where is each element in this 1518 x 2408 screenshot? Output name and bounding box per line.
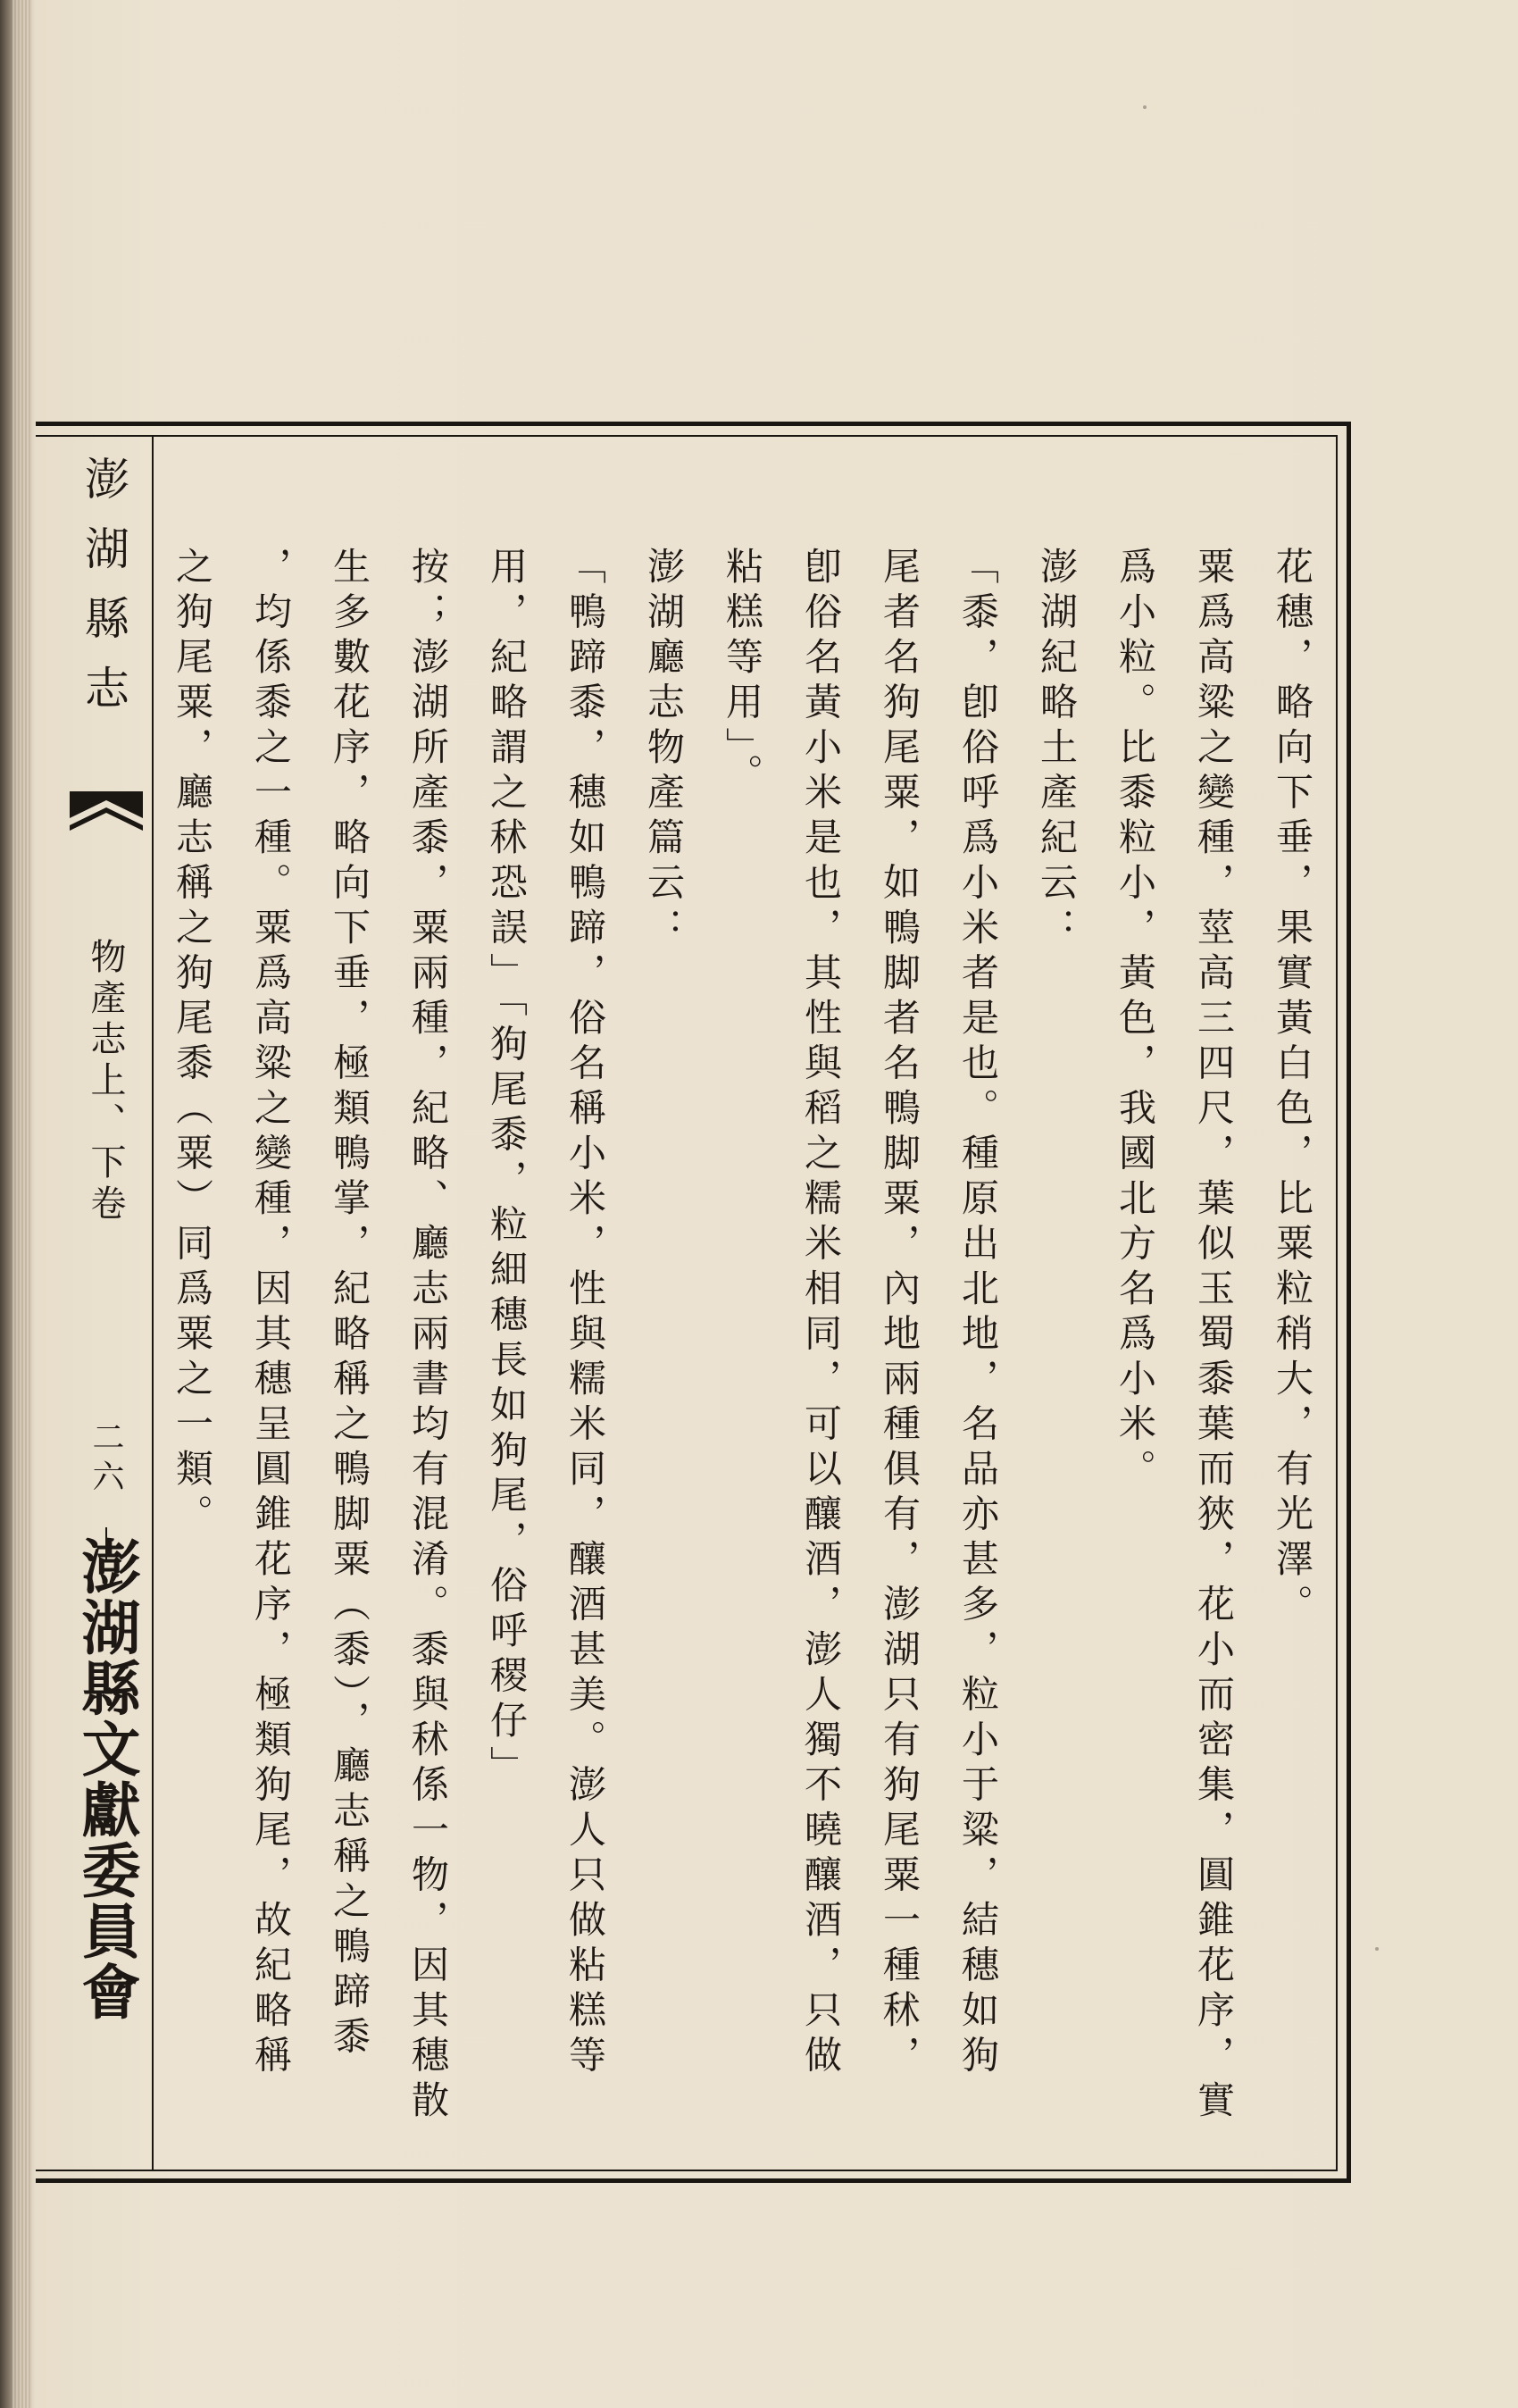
body-column: 爲小粒。比黍粒小，黃色，我國北方名爲小米。 xyxy=(1113,547,1157,1494)
body-column: 粟爲高粱之變種，莖高三四尺，葉似玉蜀黍葉而狹，花小而密集，圓錐花序，實 xyxy=(1192,547,1236,2126)
body-column: 澎湖廳志物產篇云： xyxy=(642,547,686,953)
margin-column xyxy=(70,456,143,2153)
body-column: 尾者名狗尾粟，如鴨脚者名鴨脚粟，內地兩種俱有，澎湖只有狗尾粟一種秫， xyxy=(878,547,922,2080)
body-column: 之狗尾粟，廳志稱之狗尾黍（粟）同爲粟之一類。 xyxy=(171,547,214,1539)
body-column: 花穗，略向下垂，果實黃白色，比粟粒稍大，有光澤。 xyxy=(1271,547,1314,1629)
fish-tail-ornament xyxy=(70,791,143,845)
binding-edge xyxy=(13,0,32,2408)
body-column: 卽俗名黃小米是也，其性與稻之糯米相同，可以釀酒，澎人獨不曉釀酒，只做 xyxy=(799,547,843,2080)
margin-divider xyxy=(152,435,154,2171)
publisher-name: 澎湖縣文獻委員會 xyxy=(71,1536,141,2022)
body-column: 粘糕等用」。 xyxy=(721,547,764,798)
paper-speck xyxy=(1375,1947,1379,1951)
book-title: 澎湖縣志 xyxy=(78,456,129,734)
chapter-title: 物產志上、下卷 xyxy=(85,938,126,1225)
body-column: 生多數花序，略向下垂，極類鴨掌，紀略稱之鴨脚粟（黍），廳志稱之鴨蹄黍 xyxy=(328,547,371,2061)
body-column: 「鴨蹄黍，穗如鴨蹄，俗名稱小米，性與糯米同，釀酒甚美。澎人只做粘糕等 xyxy=(563,547,607,2080)
body-column: ，均係黍之一種。粟爲高粱之變種，因其穗呈圓錐花序，極類狗尾，故紀略稱 xyxy=(249,547,293,2080)
body-column: 「黍，卽俗呼爲小米者是也。種原出北地，名品亦甚多，粒小于粱，結穗如狗 xyxy=(956,547,1000,2080)
body-column: 用，紀略謂之秫恐誤」「狗尾黍，粒細穗長如狗尾，俗呼稷仔」 xyxy=(485,547,529,1791)
body-column: 按；澎湖所產黍，粟兩種，紀略、廳志兩書均有混淆。黍與秫係一物，因其穗散 xyxy=(406,547,450,2126)
page-number: 二六 xyxy=(88,1420,124,1499)
body-column: 澎湖紀略土產紀云： xyxy=(1035,547,1079,953)
paper-speck xyxy=(1143,105,1147,109)
